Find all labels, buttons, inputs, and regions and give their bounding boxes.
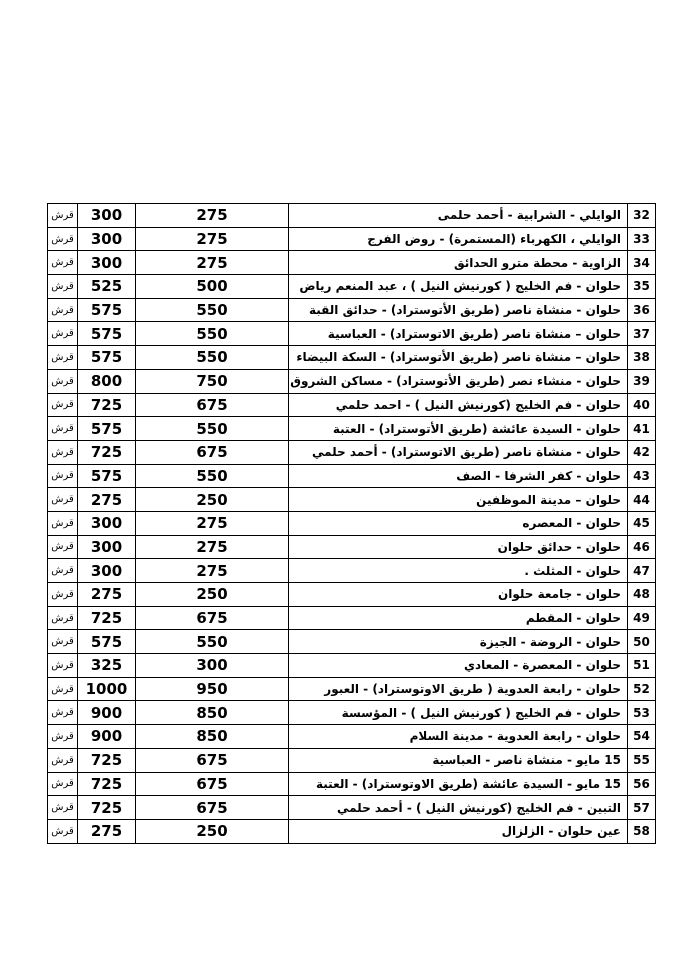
old-fare-cell: 550 (136, 346, 289, 370)
new-fare-cell: 300 (78, 251, 136, 275)
route-cell: حلوان - حدائق حلوان (289, 535, 628, 559)
fare-table-body (48, 204, 656, 844)
route-cell: حلوان - فم الخليج ( كورنيش النيل ) - المؤسسة (289, 701, 628, 725)
route-cell: حلوان – منشاة ناصر (طريق الاتوستراد) - العباسية (289, 322, 628, 346)
new-fare-cell: 725 (78, 440, 136, 464)
line-number-cell: 47 (628, 559, 656, 583)
old-fare-cell: 750 (136, 369, 289, 393)
route-cell: حلوان - السيدة عائشة (طريق الأتوستراد) - العتبة (289, 417, 628, 441)
table-row (48, 606, 656, 630)
line-number-cell: 48 (628, 583, 656, 607)
unit-cell: قرش (48, 630, 78, 654)
route-cell: حلوان - فم الخليج (كورنيش النيل ) - احمد حلمي (289, 393, 628, 417)
unit-cell: قرش (48, 535, 78, 559)
route-cell: حلوان - المعصرة - المعادي (289, 654, 628, 678)
table-row (48, 322, 656, 346)
line-number-cell: 33 (628, 227, 656, 251)
table-row (48, 772, 656, 796)
unit-cell: قرش (48, 488, 78, 512)
old-fare-cell: 250 (136, 583, 289, 607)
new-fare-cell: 325 (78, 654, 136, 678)
route-cell: الوايلي ، الكهرباء (المستمرة) - روض الفرج (289, 227, 628, 251)
route-cell: عين حلوان - الزلزال (289, 819, 628, 843)
line-number-cell: 42 (628, 440, 656, 464)
table-row (48, 559, 656, 583)
new-fare-cell: 725 (78, 393, 136, 417)
route-cell: الوايلي - الشرابية - أحمد حلمى (289, 204, 628, 228)
old-fare-cell: 275 (136, 535, 289, 559)
table-row (48, 511, 656, 535)
new-fare-cell: 300 (78, 559, 136, 583)
new-fare-cell: 575 (78, 417, 136, 441)
unit-cell: قرش (48, 298, 78, 322)
new-fare-cell: 575 (78, 298, 136, 322)
table-row (48, 488, 656, 512)
line-number-cell: 55 (628, 748, 656, 772)
unit-cell: قرش (48, 464, 78, 488)
table-row (48, 725, 656, 749)
unit-cell: قرش (48, 606, 78, 630)
unit-cell: قرش (48, 251, 78, 275)
table-row (48, 819, 656, 843)
table-row (48, 275, 656, 299)
new-fare-cell: 1000 (78, 677, 136, 701)
old-fare-cell: 675 (136, 606, 289, 630)
route-cell: حلوان - رابعة العدوية - مدينة السلام (289, 725, 628, 749)
line-number-cell: 58 (628, 819, 656, 843)
table-row (48, 630, 656, 654)
table-row (48, 748, 656, 772)
new-fare-cell: 725 (78, 748, 136, 772)
line-number-cell: 43 (628, 464, 656, 488)
route-cell: حلوان - فم الخليج ( كورنيش النيل ) ، عبد المنعم رياض (289, 275, 628, 299)
unit-cell: قرش (48, 559, 78, 583)
line-number-cell: 38 (628, 346, 656, 370)
route-cell: حلوان - الروضة - الجيزة (289, 630, 628, 654)
new-fare-cell: 900 (78, 701, 136, 725)
line-number-cell: 54 (628, 725, 656, 749)
line-number-cell: 52 (628, 677, 656, 701)
table-row (48, 251, 656, 275)
unit-cell: قرش (48, 725, 78, 749)
unit-cell: قرش (48, 677, 78, 701)
table-row (48, 583, 656, 607)
route-cell: حلوان - كفر الشرفا - الصف (289, 464, 628, 488)
unit-cell: قرش (48, 772, 78, 796)
route-cell: حلوان - جامعة حلوان (289, 583, 628, 607)
old-fare-cell: 275 (136, 511, 289, 535)
old-fare-cell: 850 (136, 725, 289, 749)
route-cell: التبين - فم الخليج (كورنيش النيل ) - أحمد حلمي (289, 796, 628, 820)
line-number-cell: 56 (628, 772, 656, 796)
line-number-cell: 36 (628, 298, 656, 322)
new-fare-cell: 575 (78, 346, 136, 370)
old-fare-cell: 950 (136, 677, 289, 701)
table-row (48, 535, 656, 559)
line-number-cell: 44 (628, 488, 656, 512)
new-fare-cell: 575 (78, 464, 136, 488)
unit-cell: قرش (48, 417, 78, 441)
line-number-cell: 37 (628, 322, 656, 346)
new-fare-cell: 725 (78, 796, 136, 820)
old-fare-cell: 250 (136, 819, 289, 843)
unit-cell: قرش (48, 511, 78, 535)
fare-table-page (47, 203, 650, 844)
table-row (48, 701, 656, 725)
new-fare-cell: 575 (78, 322, 136, 346)
new-fare-cell: 300 (78, 204, 136, 228)
unit-cell: قرش (48, 393, 78, 417)
old-fare-cell: 675 (136, 796, 289, 820)
route-cell: حلوان - منشاء نصر (طريق الأتوستراد) - مساكن الشروق (289, 369, 628, 393)
new-fare-cell: 725 (78, 606, 136, 630)
table-row (48, 796, 656, 820)
route-cell: الزاوية - محطة مترو الحدائق (289, 251, 628, 275)
unit-cell: قرش (48, 748, 78, 772)
old-fare-cell: 275 (136, 227, 289, 251)
line-number-cell: 34 (628, 251, 656, 275)
unit-cell: قرش (48, 227, 78, 251)
table-row (48, 204, 656, 228)
table-row (48, 677, 656, 701)
old-fare-cell: 275 (136, 559, 289, 583)
old-fare-cell: 550 (136, 417, 289, 441)
line-number-cell: 46 (628, 535, 656, 559)
old-fare-cell: 675 (136, 440, 289, 464)
old-fare-cell: 250 (136, 488, 289, 512)
old-fare-cell: 275 (136, 204, 289, 228)
unit-cell: قرش (48, 322, 78, 346)
unit-cell: قرش (48, 583, 78, 607)
line-number-cell: 35 (628, 275, 656, 299)
route-cell: حلوان – مدينة الموظفين (289, 488, 628, 512)
unit-cell: قرش (48, 701, 78, 725)
line-number-cell: 57 (628, 796, 656, 820)
route-cell: حلوان - رابعة العدوية ( طريق الاوتوستراد) - العبور (289, 677, 628, 701)
route-cell: حلوان - المثلث . (289, 559, 628, 583)
line-number-cell: 51 (628, 654, 656, 678)
old-fare-cell: 300 (136, 654, 289, 678)
old-fare-cell: 500 (136, 275, 289, 299)
line-number-cell: 32 (628, 204, 656, 228)
new-fare-cell: 275 (78, 583, 136, 607)
table-row (48, 298, 656, 322)
route-cell: 15 مايو - منشاة ناصر - العباسية (289, 748, 628, 772)
route-cell: 15 مايو - السيدة عائشة (طريق الاوتوستراد) - العتبة (289, 772, 628, 796)
line-number-cell: 49 (628, 606, 656, 630)
new-fare-cell: 275 (78, 488, 136, 512)
fare-table (47, 203, 656, 844)
route-cell: حلوان – منشاة ناصر (طريق الأتوستراد) - السكة البيضاء (289, 346, 628, 370)
new-fare-cell: 900 (78, 725, 136, 749)
table-row (48, 654, 656, 678)
new-fare-cell: 300 (78, 511, 136, 535)
table-row (48, 346, 656, 370)
line-number-cell: 50 (628, 630, 656, 654)
unit-cell: قرش (48, 440, 78, 464)
unit-cell: قرش (48, 796, 78, 820)
table-row (48, 227, 656, 251)
route-cell: حلوان - المقطم (289, 606, 628, 630)
old-fare-cell: 550 (136, 322, 289, 346)
new-fare-cell: 525 (78, 275, 136, 299)
old-fare-cell: 550 (136, 464, 289, 488)
new-fare-cell: 300 (78, 535, 136, 559)
unit-cell: قرش (48, 819, 78, 843)
route-cell: حلوان - منشاة ناصر (طريق الأتوستراد) - حدائق القبة (289, 298, 628, 322)
table-row (48, 464, 656, 488)
route-cell: حلوان - المعصره (289, 511, 628, 535)
old-fare-cell: 675 (136, 748, 289, 772)
route-cell: حلوان - منشاة ناصر (طريق الاتوستراد) - أحمد حلمي (289, 440, 628, 464)
old-fare-cell: 550 (136, 630, 289, 654)
old-fare-cell: 275 (136, 251, 289, 275)
table-row (48, 369, 656, 393)
new-fare-cell: 300 (78, 227, 136, 251)
unit-cell: قرش (48, 654, 78, 678)
line-number-cell: 53 (628, 701, 656, 725)
old-fare-cell: 850 (136, 701, 289, 725)
table-row (48, 393, 656, 417)
line-number-cell: 45 (628, 511, 656, 535)
unit-cell: قرش (48, 275, 78, 299)
unit-cell: قرش (48, 369, 78, 393)
line-number-cell: 40 (628, 393, 656, 417)
new-fare-cell: 575 (78, 630, 136, 654)
unit-cell: قرش (48, 346, 78, 370)
table-row (48, 417, 656, 441)
old-fare-cell: 675 (136, 393, 289, 417)
table-row (48, 440, 656, 464)
new-fare-cell: 275 (78, 819, 136, 843)
line-number-cell: 39 (628, 369, 656, 393)
old-fare-cell: 550 (136, 298, 289, 322)
old-fare-cell: 675 (136, 772, 289, 796)
new-fare-cell: 800 (78, 369, 136, 393)
unit-cell: قرش (48, 204, 78, 228)
new-fare-cell: 725 (78, 772, 136, 796)
line-number-cell: 41 (628, 417, 656, 441)
